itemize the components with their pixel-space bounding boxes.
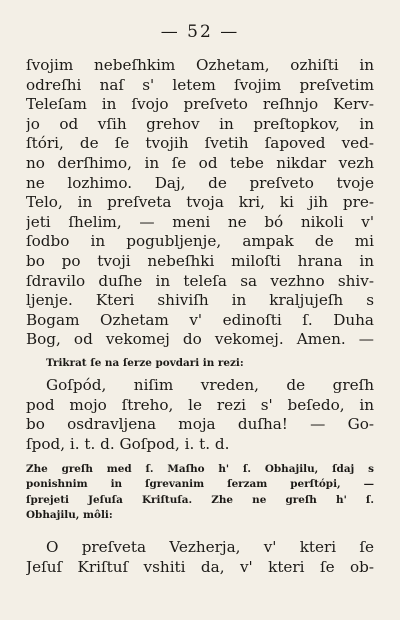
text-line: pod mojo ſtreho, le rezi s' beſedo, in xyxy=(26,395,374,414)
text-line: ſvojim nebeſhkim Ozhetam, ozhiſti in xyxy=(26,56,374,74)
text-line: Teleſam in ſvojo preſveto reſhnjo Kerv- xyxy=(26,95,374,114)
text-line: bo po tvoji nebeſhki miloſti hrana in xyxy=(26,251,374,270)
rubric-line: Trikrat ſe na ſerze povdari in rezi: xyxy=(46,357,244,369)
text-line: ſtóri, de ſe tvojih ſvetih ſapoved ved- xyxy=(26,134,374,153)
text-line: O preſveta Vezherja, v' kteri ſe xyxy=(46,538,374,556)
paragraph-1 xyxy=(26,56,374,350)
text-line: Telo, in preſveta tvoja kri, ki jih pre- xyxy=(26,193,374,212)
rubric-line: Obhajilu, môli: xyxy=(26,509,113,522)
page-number: — 52 — xyxy=(160,22,240,42)
text-line: jo od vſih grehov in preſtopkov, in xyxy=(26,114,374,133)
text-line: Bog, od vekomej do vekomej. Amen. — xyxy=(26,330,374,349)
text-line: ne lozhimo. Daj, de preſveto tvoje xyxy=(26,173,374,192)
text-line: Bogam Ozhetam v' edinoſti ſ. Duha xyxy=(26,310,374,329)
rubric-2 xyxy=(26,462,374,524)
text-line: ſodbo in pogubljenje, ampak de mi xyxy=(26,232,374,251)
text-line: jeti ſhelim, — meni ne bó nikoli v' xyxy=(26,212,374,231)
text-line: ljenje. Kteri shiviſh in kraljujeſh s xyxy=(26,291,374,310)
text-line: no derſhimo, in ſe od tebe nikdar vezh xyxy=(26,153,374,172)
text-line: Jeſuſ Kriſtuſ vshiti da, v' kteri ſe ob- xyxy=(26,557,374,576)
text-line: ſpod, i. t. d. Goſpod, i. t. d. xyxy=(26,434,230,453)
text-line: Goſpód, niſim vreden, de greſh xyxy=(46,376,374,394)
text-line: ſdravilo duſhe in teleſa sa vezhno shiv- xyxy=(26,271,374,290)
rubric-line: ſprejeti Jeſuſa Kriſtuſa. Zhe ne greſh h' ſ. xyxy=(26,493,374,506)
text-line: bo osdravljena moja duſha! — Go- xyxy=(26,415,374,434)
rubric-1 xyxy=(26,356,374,371)
paragraph-3 xyxy=(26,538,374,577)
text-line: odreſhi naſ s' letem ſvojim preſvetim xyxy=(26,75,374,94)
rubric-line: ponishnim in ſgrevanim ſerzam perſtópi, — xyxy=(26,478,374,491)
rubric-line: Zhe greſh med ſ. Maſho h' ſ. Obhajilu, ſdaj s xyxy=(26,463,374,475)
paragraph-2 xyxy=(26,376,374,454)
